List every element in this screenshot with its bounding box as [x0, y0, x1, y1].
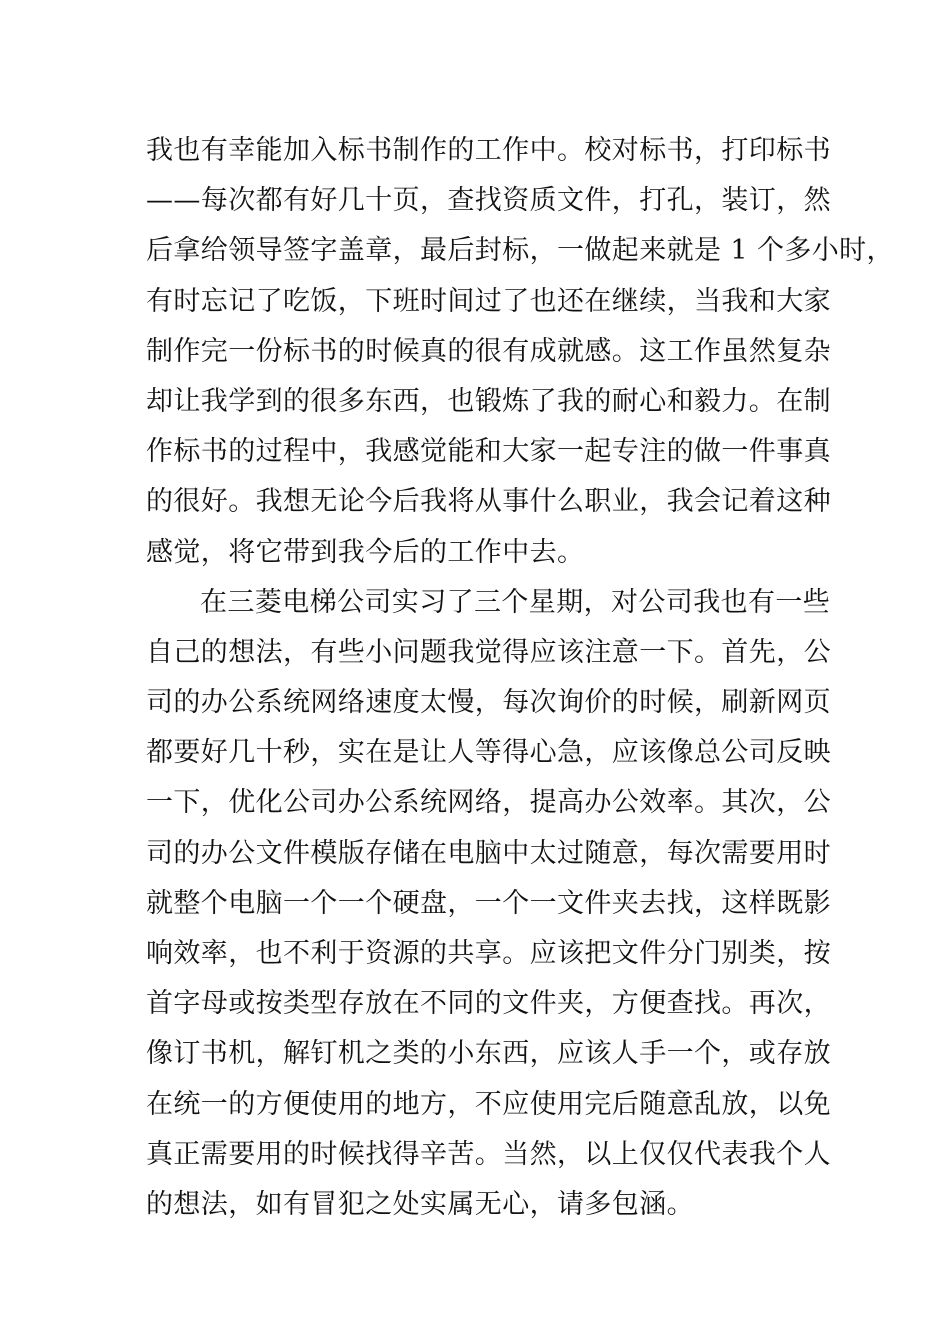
text-line: 的很好。我想无论今后我将从事什么职业，我会记着这种	[146, 486, 831, 518]
text-line: 司的办公系统网络速度太慢，每次询价的时候，刷新网页	[146, 687, 831, 719]
text-line: 就整个电脑一个一个硬盘，一个一文件夹去找，这样既影	[146, 887, 831, 919]
text-line: 作标书的过程中，我感觉能和大家一起专注的做一件事真	[146, 436, 831, 468]
text-line: 在统一的方便使用的地方，不应使用完后随意乱放，以免	[146, 1088, 831, 1120]
text-line: 的想法，如有冒犯之处实属无心，请多包涵。	[146, 1188, 694, 1220]
text-line: 司的办公文件模版存储在电脑中太过随意，每次需要用时	[146, 837, 831, 869]
text-line: 我也有幸能加入标书制作的工作中。校对标书，打印标书	[146, 135, 831, 166]
text-line: 却让我学到的很多东西，也锻炼了我的耐心和毅力。在制	[146, 385, 831, 417]
text-line: 制作完一份标书的时候真的很有成就感。这工作虽然复杂	[146, 335, 831, 367]
text-line: ——每次都有好几十页，查找资质文件，打孔，装订，然	[146, 185, 831, 217]
text-line: 后拿给领导签字盖章，最后封标，一做起来就是 1 个多小时，	[146, 235, 894, 267]
text-line: 有时忘记了吃饭，下班时间过了也还在继续，当我和大家	[146, 285, 831, 317]
paragraph-start-line: 在三菱电梯公司实习了三个星期，对公司我也有一些	[200, 586, 831, 618]
text-line: 一下，优化公司办公系统网络，提高办公效率。其次，公	[146, 787, 831, 819]
text-line: 像订书机，解钉机之类的小东西，应该人手一个，或存放	[146, 1038, 831, 1070]
body-text	[146, 126, 894, 1230]
text-line: 自己的想法，有些小问题我觉得应该注意一下。首先，公	[146, 636, 831, 668]
text-line: 响效率，也不利于资源的共享。应该把文件分门别类，按	[146, 938, 831, 969]
text-line: 真正需要用的时候找得辛苦。当然，以上仅仅代表我个人	[146, 1138, 831, 1170]
text-line: 都要好几十秒，实在是让人等得心急，应该像总公司反映	[146, 737, 831, 769]
text-line: 感觉，将它带到我今后的工作中去。	[146, 536, 585, 568]
text-line: 首字母或按类型存放在不同的文件夹，方便查找。再次，	[146, 988, 831, 1020]
